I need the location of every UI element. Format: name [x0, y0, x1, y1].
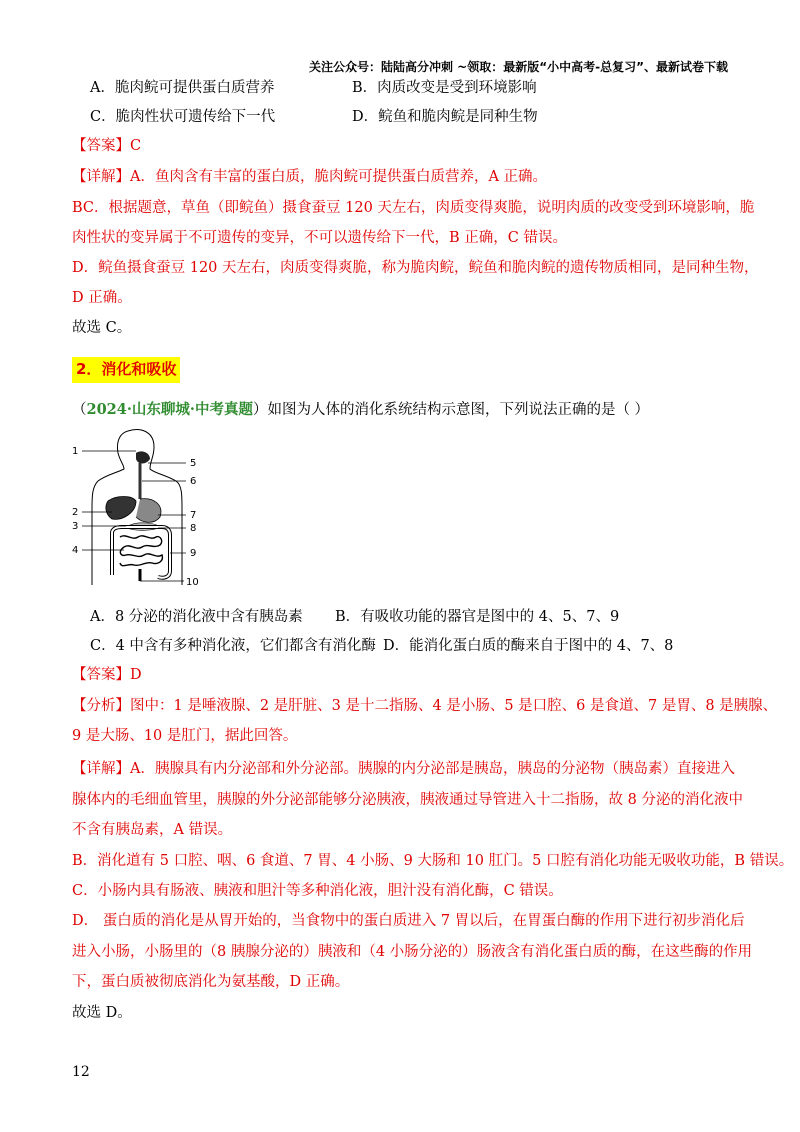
option-d: D．鲩鱼和脆肉鲩是同种生物	[352, 109, 538, 125]
liver-shape	[106, 497, 136, 520]
fig-label-2: 2	[72, 507, 79, 518]
q2-analysis-line-2: 9 是大肠、10 是肛门，据此回答。	[72, 728, 298, 744]
q2-detail-line-5: C．小肠内具有肠液、胰液和胆汁等多种消化液，胆汁没有消化酶，C 错误。	[72, 883, 563, 899]
answer-value: C	[130, 138, 142, 154]
analysis-tag: 【分析】	[72, 698, 130, 714]
fig-label-1: 1	[72, 446, 79, 457]
q2-option-b: B．有吸收功能的器官是图中的 4、5、7、9	[335, 609, 620, 625]
q1-detail-line-3: 肉性状的变异属于不可遗传的变异，不可以遗传给下一代，B 正确，C 错误。	[72, 230, 567, 246]
q2-detail-line-7: 进入小肠，小肠里的（8 胰腺分泌的）胰液和（4 小肠分泌的）肠液含有消化蛋白质的酶，在这些酶的作用	[72, 944, 753, 960]
detail-text: A．鱼肉含有丰富的蛋白质，脆肉鲩可提供蛋白质营养，A 正确。	[130, 169, 548, 185]
q2-analysis-line-1	[72, 696, 777, 716]
q1-detail-line-5: D 正确。	[72, 290, 132, 306]
answer-tag: 【答案】	[72, 138, 130, 154]
q2-answer	[72, 665, 142, 685]
option-a: A．脆肉鲩可提供蛋白质营养	[90, 80, 275, 96]
option-b: B．肉质改变是受到环境影响	[352, 80, 537, 96]
q1-answer	[72, 136, 141, 156]
q2-detail-line-3: 不含有胰岛素，A 错误。	[72, 822, 233, 838]
q1-detail-line-1	[72, 167, 547, 187]
q2-detail-line-4: B．消化道有 5 口腔、咽、6 食道、7 胃、4 小肠、9 大肠和 10 肛门。5 口腔有消化功能无吸收功能，B 错误。	[72, 853, 794, 869]
source-tag: 2024·山东聊城·中考真题	[86, 401, 253, 418]
q2-option-a: A．8 分泌的消化液中含有胰岛素	[90, 609, 303, 625]
fig-label-8: 8	[190, 523, 197, 534]
q2-detail-line-8: 下，蛋白质被彻底消化为氨基酸，D 正确。	[72, 974, 350, 990]
q2-stem	[72, 400, 649, 420]
answer-tag: 【答案】	[72, 667, 130, 683]
source-open: （	[72, 402, 87, 418]
q2-option-d: D．能消化蛋白质的酶来自于图中的 4、7、8	[383, 638, 674, 654]
stomach-shape	[136, 499, 161, 523]
question-text: ）如图为人体的消化系统结构示意图，下列说法正确的是（ ）	[252, 402, 650, 418]
section-title: 2．消化和吸收	[72, 357, 180, 383]
fig-label-6: 6	[190, 476, 197, 487]
option-c: C．脆肉性状可遗传给下一代	[90, 109, 276, 125]
q2-conclusion: 故选 D。	[72, 1005, 132, 1021]
small-intestine-shape	[120, 536, 162, 566]
detail-text: A．胰腺具有内分泌部和外分泌部。胰腺的内分泌部是胰岛，胰岛的分泌物（胰岛素）直接进入	[130, 761, 735, 777]
detail-tag: 【详解】	[72, 761, 130, 777]
mouth-shape	[136, 451, 150, 463]
fig-label-5: 5	[190, 458, 197, 469]
q2-detail-line-2: 腺体内的毛细血管里，胰腺的外分泌部能够分泌胰液，胰液通过导管进入十二指肠，故 8 分泌的消化液中	[72, 792, 743, 808]
q1-detail-line-4: D．鲩鱼摄食蚕豆 120 天左右，肉质变得爽脆，称为脆肉鲩，鲩鱼和脆肉鲩的遗传物质相同，是同种生物，	[72, 260, 759, 276]
fig-label-9: 9	[190, 548, 197, 559]
digestive-system-figure	[70, 425, 210, 593]
fig-label-3: 3	[72, 521, 79, 532]
page-header: 关注公众号：陆陆高分冲刺 ~领取：最新版“小中高考-总复习”、最新试卷下载	[309, 60, 728, 74]
fig-label-7: 7	[190, 510, 197, 521]
q1-conclusion: 故选 C。	[72, 320, 132, 336]
page-number: 12	[72, 1064, 90, 1080]
answer-value: D	[130, 667, 142, 683]
fig-label-10: 10	[186, 577, 199, 588]
q2-detail-line-6: D． 蛋白质的消化是从胃开始的，当食物中的蛋白质进入 7 胃以后，在胃蛋白酶的作用下进行初步消化后	[72, 913, 745, 929]
analysis-text: 图中：1 是唾液腺、2 是肝脏、3 是十二指肠、4 是小肠、5 是口腔、6 是食道、7 是胃、8 是胰腺、	[130, 698, 778, 714]
fig-label-4: 4	[72, 545, 79, 556]
q1-detail-line-2: BC．根据题意，草鱼（即鲩鱼）摄食蚕豆 120 天左右，肉质变得爽脆，说明肉质的改变受到环境影响，脆	[72, 200, 755, 216]
q2-option-c: C．4 中含有多种消化液，它们都含有消化酶	[90, 638, 376, 654]
detail-tag: 【详解】	[72, 169, 130, 185]
q2-detail-line-1	[72, 759, 735, 779]
